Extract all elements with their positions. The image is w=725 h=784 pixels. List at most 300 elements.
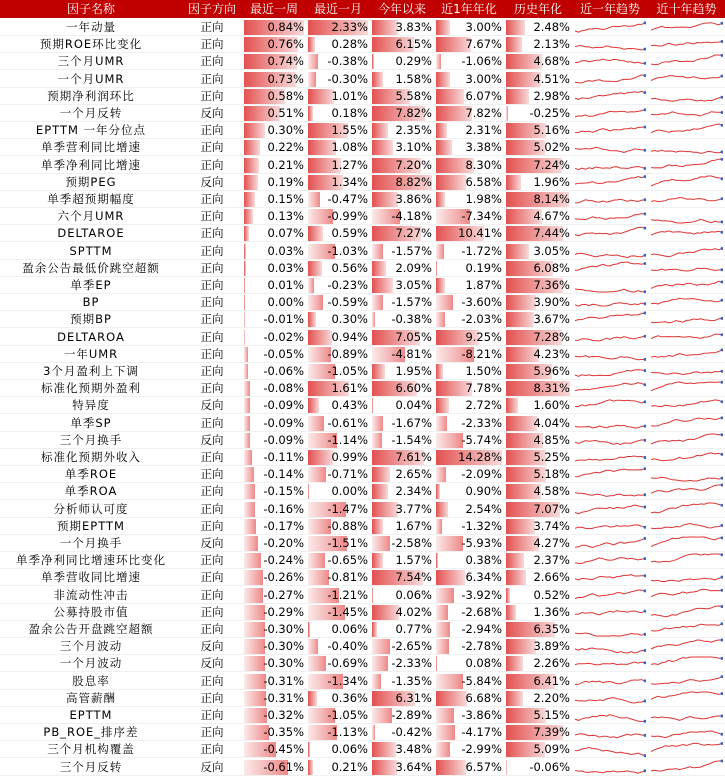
cell-value: -0.26% — [263, 570, 304, 585]
table-row — [0, 157, 725, 174]
cell-value: -0.61% — [327, 415, 368, 430]
factor-direction: 反向 — [200, 536, 224, 550]
cell-h — [504, 191, 572, 208]
cell-y — [370, 346, 434, 363]
header-10y-trend: 近十年趋势 — [656, 2, 717, 16]
trend-line — [575, 166, 645, 169]
cell-w — [242, 329, 306, 346]
cell-y — [370, 53, 434, 70]
cell-y1 — [434, 535, 504, 552]
cell-value: -5.93% — [461, 536, 502, 550]
factor-direction: 正向 — [200, 71, 224, 86]
cell-value: -0.35% — [263, 725, 304, 740]
cell-value: 0.94% — [331, 329, 368, 344]
header-factor-name: 因子名称 — [66, 2, 115, 16]
trend-1y-sparkline — [574, 587, 646, 604]
cell-w — [242, 449, 306, 466]
cell-value: -1.45% — [327, 604, 368, 619]
cell-value: 7.44% — [533, 226, 570, 241]
table-row — [0, 71, 725, 88]
cell-value: -8.21% — [461, 346, 502, 361]
cell-y — [370, 397, 434, 414]
trend-line — [575, 60, 645, 64]
trend-1y-sparkline — [574, 449, 646, 466]
trend-endpoint — [644, 175, 647, 178]
cell-y — [370, 329, 434, 346]
cell-m — [306, 174, 370, 191]
factor-direction: 反向 — [200, 656, 224, 671]
cell-y1 — [434, 466, 504, 483]
cell-w — [242, 655, 306, 672]
factor-name: 预期BP — [70, 312, 112, 327]
cell-h — [504, 449, 572, 466]
trend-line — [575, 525, 645, 529]
factor-direction: 正向 — [200, 329, 224, 344]
factor-name: 单季净利同比增速环比变化 — [16, 553, 166, 568]
trend-endpoint — [721, 22, 724, 25]
table-row — [0, 535, 725, 552]
factor-direction: 正向 — [200, 278, 224, 292]
cell-value: -0.42% — [391, 725, 432, 740]
cell-value: -0.30% — [327, 71, 368, 86]
cell-w — [242, 759, 306, 776]
trend-line — [575, 715, 645, 722]
cell-value: -0.14% — [263, 467, 304, 482]
cell-value: -1.06% — [461, 54, 502, 69]
cell-value: 1.01% — [331, 88, 368, 103]
cell-m — [306, 432, 370, 449]
cell-m — [306, 346, 370, 363]
trend-line — [651, 537, 722, 547]
trend-1y-sparkline — [574, 466, 646, 483]
cell-value: 1.96% — [533, 174, 570, 189]
cell-value: -0.05% — [263, 346, 304, 361]
header-hist-annualized: 历史年化 — [513, 2, 562, 16]
trend-1y-sparkline — [574, 380, 646, 397]
cell-value: -3.86% — [461, 708, 502, 722]
cell-value: 4.58% — [533, 484, 570, 499]
trend-10y-sparkline — [650, 638, 723, 655]
cell-value: 7.78% — [465, 381, 502, 396]
table-row — [0, 673, 725, 690]
trend-line — [651, 248, 722, 256]
trend-endpoint — [721, 588, 724, 591]
cell-value: -0.89% — [327, 346, 368, 361]
cell-h — [504, 105, 572, 122]
cell-y1 — [434, 71, 504, 88]
trend-line — [651, 606, 722, 617]
trend-10y-sparkline — [650, 122, 723, 139]
trend-10y-sparkline — [650, 759, 723, 776]
cell-value: -0.31% — [263, 673, 304, 688]
table-row — [0, 191, 725, 208]
trend-endpoint — [721, 124, 724, 127]
cell-y1 — [434, 638, 504, 655]
cell-value: 3.67% — [533, 312, 570, 327]
trend-endpoint — [644, 633, 647, 636]
cell-value: 1.87% — [465, 278, 502, 292]
trend-1y-sparkline — [574, 243, 646, 260]
cell-value: -0.24% — [263, 553, 304, 568]
cell-w — [242, 724, 306, 741]
trend-10y-sparkline — [650, 741, 723, 758]
trend-endpoint — [644, 505, 647, 508]
trend-1y-sparkline — [574, 638, 646, 655]
cell-h — [504, 174, 572, 191]
trend-1y-sparkline — [574, 432, 646, 449]
trend-line — [575, 253, 645, 257]
cell-value: 2.33% — [331, 20, 368, 34]
cell-y — [370, 483, 434, 500]
trend-1y-sparkline — [574, 191, 646, 208]
trend-endpoint — [644, 456, 647, 459]
trend-endpoint — [721, 281, 724, 284]
factor-name: 单季EP — [70, 278, 112, 292]
cell-value: -4.81% — [391, 346, 432, 361]
cell-value: 5.18% — [533, 467, 570, 482]
cell-value: -1.54% — [391, 432, 432, 447]
table-row — [0, 432, 725, 449]
cell-w — [242, 380, 306, 397]
trend-endpoint — [644, 166, 647, 169]
cell-m — [306, 707, 370, 724]
factor-direction: 反向 — [200, 639, 224, 654]
table-row — [0, 380, 725, 397]
cell-w — [242, 71, 306, 88]
cell-value: 4.23% — [533, 346, 570, 361]
trend-line — [651, 400, 722, 407]
cell-value: -2.78% — [461, 639, 502, 654]
trend-line — [651, 485, 722, 493]
cell-y1 — [434, 569, 504, 586]
trend-line — [651, 42, 722, 47]
trend-endpoint — [721, 503, 724, 506]
trend-endpoint — [644, 720, 647, 723]
cell-value: 3.89% — [533, 639, 570, 654]
cell-value: 7.82% — [395, 106, 432, 120]
table-row — [0, 346, 725, 363]
cell-m — [306, 587, 370, 604]
factor-direction: 正向 — [200, 243, 224, 258]
cell-value: -0.16% — [263, 501, 304, 516]
cell-y — [370, 363, 434, 380]
cell-value: 0.28% — [331, 37, 368, 52]
trend-endpoint — [644, 537, 647, 540]
cell-w — [242, 569, 306, 586]
trend-endpoint — [644, 312, 647, 315]
trend-endpoint — [644, 302, 647, 305]
cell-h — [504, 483, 572, 500]
cell-y1 — [434, 673, 504, 690]
factor-name: 分析师认可度 — [53, 501, 129, 516]
cell-value: -0.09% — [263, 398, 304, 413]
cell-value: 5.58% — [395, 88, 432, 103]
cell-value: 3.10% — [395, 140, 432, 155]
trend-line — [651, 434, 722, 444]
factor-name: 预期ROE环比变化 — [39, 37, 143, 52]
cell-m — [306, 690, 370, 707]
trend-10y-sparkline — [650, 174, 723, 191]
cell-value: 0.59% — [331, 226, 368, 241]
trend-endpoint — [721, 370, 724, 373]
trend-10y-sparkline — [650, 88, 723, 105]
trend-line — [575, 697, 645, 702]
table-row — [0, 397, 725, 414]
table-row — [0, 449, 725, 466]
cell-h — [504, 535, 572, 552]
cell-value: 0.52% — [533, 587, 570, 602]
cell-value: 1.60% — [533, 398, 570, 413]
header-last-week: 最近一周 — [249, 2, 298, 16]
factor-name: DELTAROE — [57, 226, 125, 241]
trend-endpoint — [721, 197, 724, 200]
cell-value: 0.01% — [267, 278, 304, 292]
cell-y1 — [434, 655, 504, 672]
trend-line — [651, 761, 722, 771]
trend-10y-sparkline — [650, 225, 723, 242]
cell-value: -0.06% — [529, 759, 570, 774]
trend-1y-sparkline — [574, 741, 646, 758]
trend-line — [575, 110, 645, 117]
trend-endpoint — [721, 299, 724, 302]
factor-direction: 正向 — [200, 587, 224, 602]
cell-value: -1.57% — [391, 243, 432, 258]
cell-value: 5.02% — [533, 140, 570, 155]
cell-m — [306, 501, 370, 518]
cell-m — [306, 759, 370, 776]
cell-m — [306, 380, 370, 397]
trend-line — [575, 575, 645, 580]
cell-value: 6.58% — [465, 174, 502, 189]
cell-value: 2.20% — [533, 690, 570, 705]
factor-direction: 正向 — [200, 295, 224, 310]
cell-value: 0.04% — [395, 398, 432, 413]
trend-10y-sparkline — [650, 621, 723, 638]
factor-name: 一个月反转 — [59, 106, 123, 120]
cell-value: 4.27% — [533, 536, 570, 550]
table-row — [0, 363, 725, 380]
cell-h — [504, 501, 572, 518]
cell-value: 4.02% — [395, 604, 432, 619]
cell-value: 6.60% — [395, 381, 432, 396]
cell-value: 6.31% — [395, 690, 432, 705]
cell-y1 — [434, 759, 504, 776]
trend-endpoint — [721, 692, 724, 695]
cell-value: 6.34% — [465, 570, 502, 585]
trend-endpoint — [721, 247, 724, 250]
trend-line — [575, 748, 645, 756]
cell-h — [504, 759, 572, 776]
factor-direction: 正向 — [200, 570, 224, 585]
cell-w — [242, 415, 306, 432]
cell-h — [504, 71, 572, 88]
trend-line — [575, 147, 645, 152]
trend-endpoint — [644, 401, 647, 404]
cell-y — [370, 552, 434, 569]
cell-w — [242, 432, 306, 449]
trend-endpoint — [721, 657, 724, 660]
trend-1y-sparkline — [574, 311, 646, 328]
trend-1y-sparkline — [574, 225, 646, 242]
trend-1y-sparkline — [574, 260, 646, 277]
cell-value: 7.20% — [395, 157, 432, 172]
table-row — [0, 225, 725, 242]
cell-value: 0.13% — [267, 209, 304, 224]
factor-name: 单季SP — [70, 415, 112, 430]
header-1y-annualized: 近1年年化 — [441, 2, 497, 16]
cell-value: 0.30% — [331, 312, 368, 327]
cell-y1 — [434, 88, 504, 105]
cell-h — [504, 587, 572, 604]
cell-y — [370, 225, 434, 242]
table-row — [0, 483, 725, 500]
cell-value: 7.27% — [395, 226, 432, 241]
trend-1y-sparkline — [574, 122, 646, 139]
cell-h — [504, 655, 572, 672]
trend-line — [575, 127, 645, 133]
trend-line — [651, 589, 722, 597]
trend-10y-sparkline — [650, 397, 723, 414]
cell-y1 — [434, 449, 504, 466]
cell-y — [370, 569, 434, 586]
cell-value: 2.37% — [533, 553, 570, 568]
cell-value: -0.11% — [263, 450, 304, 464]
cell-value: 0.90% — [465, 484, 502, 499]
trend-line — [575, 400, 645, 407]
cell-y — [370, 294, 434, 311]
trend-10y-sparkline — [650, 208, 723, 225]
cell-value: 4.67% — [533, 209, 570, 224]
trend-line — [575, 228, 645, 237]
cell-y1 — [434, 139, 504, 156]
cell-w — [242, 466, 306, 483]
cell-value: -3.92% — [461, 587, 502, 602]
factor-name: 一个月波动 — [59, 656, 123, 671]
trend-endpoint — [644, 662, 647, 665]
cell-w — [242, 208, 306, 225]
table-row — [0, 277, 725, 294]
cell-y1 — [434, 380, 504, 397]
trend-line — [651, 731, 722, 738]
cell-w — [242, 673, 306, 690]
cell-h — [504, 724, 572, 741]
trend-line — [575, 74, 645, 82]
cell-value: -1.67% — [391, 415, 432, 430]
cell-m — [306, 552, 370, 569]
cell-value: 1.55% — [331, 123, 368, 138]
table-row — [0, 655, 725, 672]
cell-h — [504, 157, 572, 174]
trend-line — [651, 112, 722, 116]
trend-line — [651, 219, 722, 223]
trend-line — [651, 453, 722, 461]
cell-value: 7.07% — [533, 501, 570, 516]
factor-direction: 正向 — [200, 88, 224, 103]
cell-value: 7.24% — [533, 157, 570, 172]
cell-value: -0.31% — [263, 690, 304, 705]
factor-name: 高管薪酬 — [66, 690, 116, 705]
cell-y1 — [434, 552, 504, 569]
table-row — [0, 638, 725, 655]
cell-w — [242, 638, 306, 655]
cell-w — [242, 707, 306, 724]
cell-value: 4.04% — [533, 415, 570, 430]
cell-value: 7.39% — [533, 725, 570, 740]
trend-endpoint — [721, 416, 724, 419]
cell-value: -0.06% — [263, 364, 304, 378]
cell-value: -1.35% — [391, 673, 432, 688]
cell-value: -2.09% — [461, 467, 502, 482]
cell-m — [306, 105, 370, 122]
trend-1y-sparkline — [574, 501, 646, 518]
factor-direction: 正向 — [200, 209, 224, 224]
cell-w — [242, 397, 306, 414]
cell-w — [242, 518, 306, 535]
cell-y — [370, 311, 434, 328]
trend-endpoint — [644, 253, 647, 256]
trend-10y-sparkline — [650, 449, 723, 466]
table-row — [0, 759, 725, 776]
trend-line — [651, 319, 722, 323]
table-header — [0, 0, 725, 18]
cell-h — [504, 397, 572, 414]
table-row — [0, 311, 725, 328]
cell-h — [504, 329, 572, 346]
factor-name: 三个月换手 — [59, 432, 123, 447]
trend-10y-sparkline — [650, 363, 723, 380]
cell-value: -1.13% — [327, 725, 368, 740]
cell-value: 3.90% — [533, 295, 570, 310]
trend-endpoint — [644, 439, 647, 442]
factor-direction: 反向 — [200, 106, 224, 120]
cell-y1 — [434, 363, 504, 380]
table-row — [0, 243, 725, 260]
trend-line — [651, 298, 722, 304]
cell-y — [370, 518, 434, 535]
cell-value: -2.03% — [461, 312, 502, 327]
cell-y — [370, 707, 434, 724]
cell-y1 — [434, 501, 504, 518]
cell-value: 0.36% — [331, 690, 368, 705]
trend-1y-sparkline — [574, 363, 646, 380]
factor-name: 三个月反转 — [59, 759, 123, 774]
factor-direction: 正向 — [200, 381, 224, 396]
trend-1y-sparkline — [574, 535, 646, 552]
trend-line — [575, 456, 645, 461]
factor-name: 一年动量 — [66, 20, 116, 34]
factor-direction: 反向 — [200, 398, 224, 413]
cell-value: 1.08% — [331, 140, 368, 155]
trend-1y-sparkline — [574, 415, 646, 432]
trend-endpoint — [644, 198, 647, 201]
trend-line — [651, 624, 722, 631]
trend-endpoint — [644, 21, 647, 24]
cell-value: 7.28% — [533, 329, 570, 344]
factor-direction: 正向 — [200, 226, 224, 241]
cell-m — [306, 260, 370, 277]
trend-line — [651, 55, 722, 65]
cell-h — [504, 36, 572, 53]
factor-name: 特异度 — [72, 398, 110, 413]
cell-w — [242, 243, 306, 260]
cell-value: -0.30% — [263, 622, 304, 636]
cell-value: 0.74% — [267, 54, 304, 69]
cell-value: -1.21% — [327, 587, 368, 602]
factor-direction: 正向 — [200, 450, 224, 464]
cell-y1 — [434, 587, 504, 604]
factor-name: 非流动性冲击 — [53, 587, 129, 602]
cell-w — [242, 483, 306, 500]
